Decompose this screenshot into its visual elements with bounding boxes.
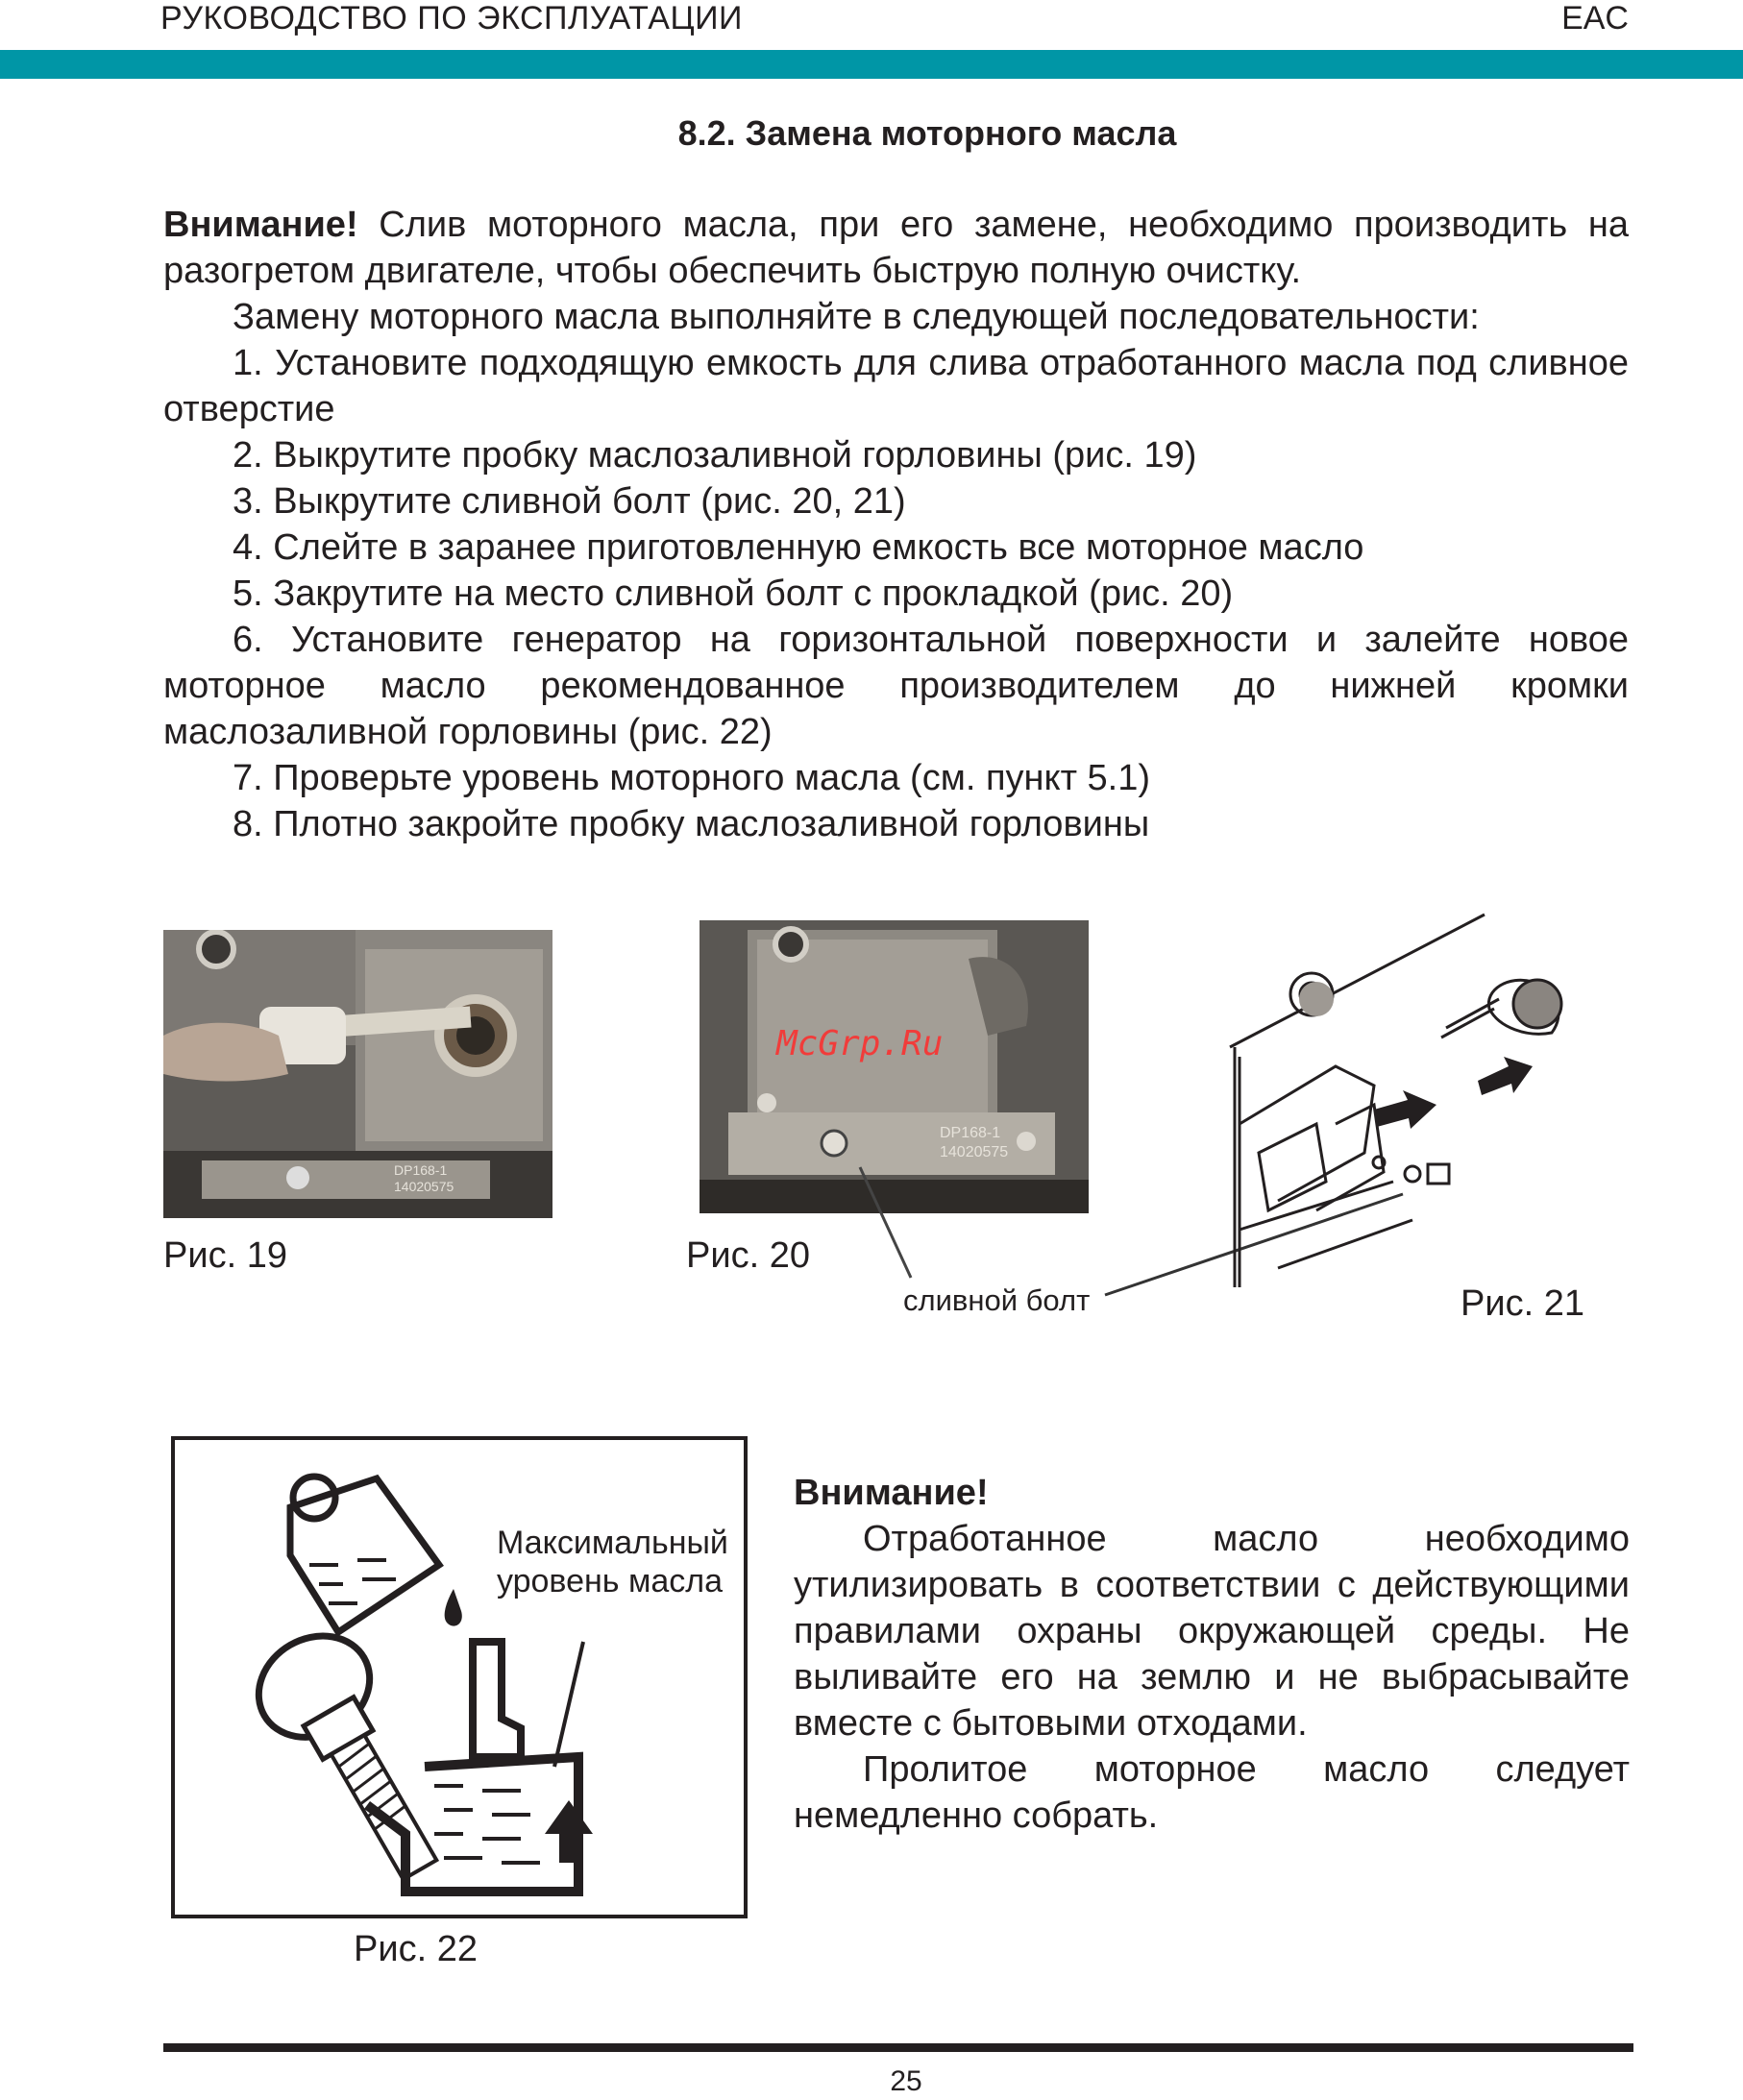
footer-rule [163, 2043, 1633, 2052]
figure-22-diagram [171, 1436, 748, 1918]
figure-21-illustration [1220, 903, 1633, 1287]
eac-mark: EAC [1561, 0, 1629, 37]
figure-21-caption: Рис. 21 [1461, 1283, 1584, 1324]
figure-20-photo [700, 920, 1089, 1213]
warning-label: Внимание! [163, 205, 358, 245]
step-item: 2. Выкрутите пробку маслозаливной горловины (рис. 19) [233, 435, 1197, 476]
figure-22-caption: Рис. 22 [354, 1929, 478, 1969]
step-item: 8. Плотно закройте пробку маслозаливной горловины [233, 804, 1150, 844]
warning-paragraph [163, 202, 1629, 294]
drain-bolt-label: сливной болт [903, 1283, 1091, 1317]
step-item: 5. Закрутите на место сливной болт с прокладкой (рис. 20) [233, 574, 1234, 614]
step-item: 6. Установите генератор на горизонтальной поверхности и залейте новое моторное масло рекомендованное производителем до нижней кромки маслозаливной горловины (рис. 22) [163, 620, 1629, 752]
watermark: McGrp.Ru [776, 1024, 944, 1063]
sequence-intro: Замену моторного масла выполняйте в следующей последовательности: [233, 297, 1480, 337]
step-item: 3. Выкрутите сливной болт (рис. 20, 21) [233, 481, 906, 522]
note-paragraph-2: Пролитое моторное масло следует немедленно собрать. [794, 1749, 1630, 1836]
note-paragraph-1: Отработанное масло необходимо утилизировать в соответствии с действующими правилами охраны окружающей среды. Не выливайте его на землю и не выбрасывайте вместе с бытовыми отходами. [794, 1519, 1630, 1744]
figure-21-drawing [1220, 903, 1633, 1287]
disposal-note [794, 1470, 1630, 1839]
max-level-label-line2: уровень масла [497, 1563, 723, 1599]
instructions-body [163, 202, 1629, 847]
figure-19-photo [163, 930, 552, 1218]
warning-text: Слив моторного масла, при его замене, необходимо производить на разогретом двигателе, чтобы обеспечить быструю полную очистку. [163, 205, 1629, 291]
max-level-label-line1: Максимальный [497, 1525, 728, 1561]
figure-20-caption: Рис. 20 [686, 1235, 810, 1276]
figure-22-illustration [175, 1440, 744, 1915]
figure-20-illustration [700, 920, 1089, 1213]
step-item: 7. Проверьте уровень моторного масла (см. пункт 5.1) [233, 758, 1151, 798]
note-title-text: Внимание! [794, 1473, 989, 1513]
section-title: 8.2. Замена моторного масла [677, 113, 1177, 153]
step-item: 1. Установите подходящую емкость для слива отработанного масла под сливное отверстие [163, 343, 1629, 429]
fig19-plate-label-2: 14020575 [394, 1179, 454, 1194]
note-title [794, 1470, 1630, 1516]
figure-19-caption: Рис. 19 [163, 1235, 287, 1276]
figure-19-illustration [163, 930, 552, 1218]
fig19-plate-label-1: DP168-1 [394, 1162, 448, 1178]
fig20-plate-label-2: 14020575 [940, 1144, 1009, 1160]
fig20-plate-label-1: DP168-1 [940, 1125, 1001, 1141]
running-header-title: РУКОВОДСТВО ПО ЭКСПЛУАТАЦИИ [160, 0, 743, 37]
step-item: 4. Слейте в заранее приготовленную емкость все моторное масло [233, 527, 1364, 568]
header-accent-bar [0, 50, 1743, 79]
page-number: 25 [890, 2065, 922, 2097]
